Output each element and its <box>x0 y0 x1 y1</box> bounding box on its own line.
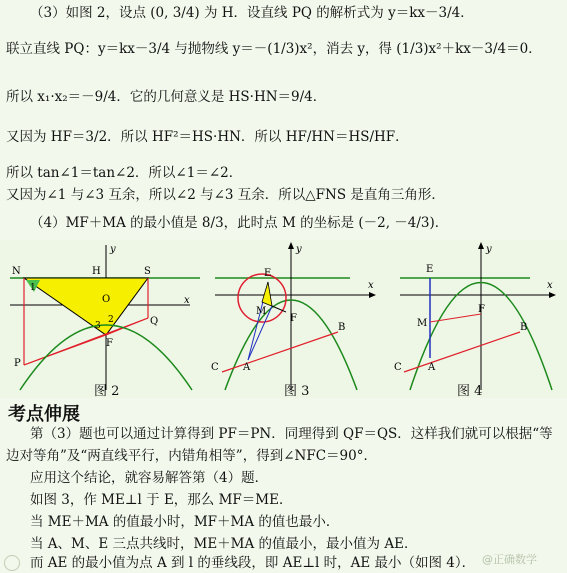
paragraph-line-5: 当 ME＋MA 的值最小时，MF＋MA 的值也最小． <box>30 514 340 530</box>
fig4-label-B: B <box>520 322 528 333</box>
text-line-1: （3）如图 2，设点 (0, 3/4) 为 H．设直线 PQ 的解析式为 y＝kx－3/4． <box>30 5 474 21</box>
fig2-label-S: S <box>144 266 151 277</box>
text-line-2: 联立直线 PQ：y＝kx－3/4 与抛物线 y＝－(1/3)x²，消去 y，得 (1/3)x²＋kx－3/4＝0． <box>6 41 542 57</box>
fig2-label-O: O <box>102 294 111 305</box>
fig2-label-P: P <box>14 358 21 369</box>
fig3-label-E: E <box>264 268 272 279</box>
figures-strip <box>0 240 567 398</box>
watermark-logo-icon <box>4 555 20 571</box>
fig3-label-M: M <box>256 306 267 317</box>
fig4-label-M: M <box>417 318 428 329</box>
text-line-5: 所以 tan∠1＝tan∠2．所以∠1＝∠2． <box>6 165 243 181</box>
paragraph-line-1: 第（3）题也可以通过计算得到 PF＝PN．同理得到 QF＝QS．这样我们就可以根据“等 <box>30 426 553 442</box>
fig3-label-y: y <box>296 244 302 255</box>
fig4-label-F: F <box>478 304 485 315</box>
fig3-label-B: B <box>338 322 346 333</box>
text-line-7: （4）MF＋MA 的最小值是 8/3，此时点 M 的坐标是 (－2, －4/3)． <box>30 215 449 231</box>
fig3-label-A: A <box>243 362 251 373</box>
fig2-label-Q: Q <box>150 316 159 327</box>
text-line-6: 又因为∠1 与∠3 互余，所以∠2 与∠3 互余．所以△FNS 是直角三角形． <box>6 187 445 203</box>
fig2-label-angle-1: 1 <box>30 283 36 293</box>
fig2-label-N: N <box>12 266 21 277</box>
paragraph-line-4: 如图 3，作 ME⊥l 于 E，那么 MF＝ME． <box>30 492 293 508</box>
fig4-label-x: x <box>547 280 553 291</box>
fig2-label-y: y <box>110 244 116 255</box>
fig2-label-angle-3: 3 <box>95 321 101 331</box>
fig2-label-x: x <box>184 295 190 306</box>
paragraph-line-6: 当 A、M、E 三点共线时，ME＋MA 的值最小，最小值为 AE． <box>30 536 418 552</box>
fig4-label-E: E <box>426 264 434 275</box>
fig3-label-x: x <box>368 280 374 291</box>
figure-4-caption: 图 4 <box>457 384 483 399</box>
text-line-3: 所以 x₁·x₂＝－9/4．它的几何意义是 HS·HN＝9/4． <box>6 89 327 105</box>
fig2-label-H: H <box>92 266 101 277</box>
watermark-text: @正确数学 <box>482 553 537 566</box>
paragraph-line-2: 边对等角”及“两直线平行，内错角相等”，得到∠NFC＝90°． <box>6 448 377 464</box>
fig4-label-A: A <box>428 362 436 373</box>
fig2-label-F: F <box>106 338 113 349</box>
section-title: 考点伸展 <box>8 404 80 425</box>
text-line-4: 又因为 HF＝3/2．所以 HF²＝HS·HN．所以 HF/HN＝HS/HF． <box>6 129 409 145</box>
fig4-label-y: y <box>486 244 492 255</box>
fig4-label-C: C <box>394 362 402 373</box>
paragraph-line-7: 而 AE 的最小值为点 A 到 l 的垂线段，即 AE⊥l 时，AE 最小（如图 4）． <box>30 555 476 571</box>
figure-2-caption: 图 2 <box>94 384 120 399</box>
figure-3-caption: 图 3 <box>284 384 310 399</box>
fig3-label-C: C <box>211 362 219 373</box>
paragraph-line-3: 应用这个结论，就容易解答第（4）题． <box>30 470 269 486</box>
fig3-label-F: F <box>290 313 297 324</box>
fig2-label-angle-2: 2 <box>108 315 114 325</box>
